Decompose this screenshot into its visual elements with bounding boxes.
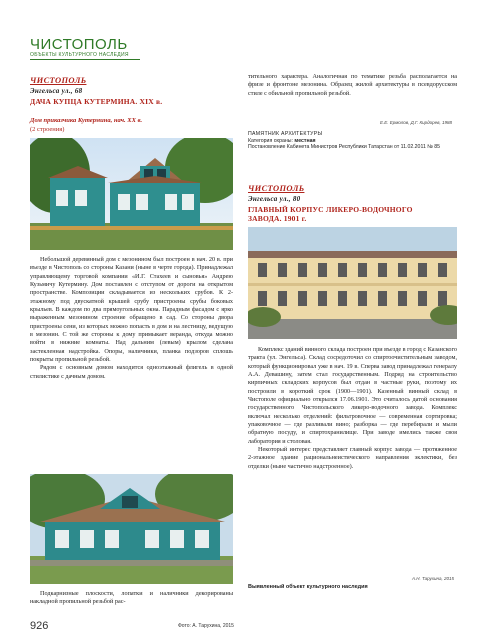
right-entry-paragraph: Комплекс зданий винного склада построен при въезде в город с Казанского тракта (ул. Энгельса). Склад сосредоточил со спиртоочистительным заводом, который функционировал уже в нач. 19 в. Сперва завод принадлежал генералу А.А. Девашину, затем стал государственным. Подряд на строительство кирпичных складских корпусов был отдан в частные руки, поэтому их построили в короткий срок (1900—1901). Казенный винный склад в Чистополе официально открылся 17.06.1901. Это считалось датой основания государственного Чистопольского ликеро-водочного завода. Комплекс включал несколько отделений: фильтровочное — современная сортировка; упаковочное — где разливали вино; разборка — где перебирали и мыли обратную посуду, и спиртохранилище. При заводе имелись также своя лаборатория и столовая.	[248, 346, 457, 445]
photo-fligel	[30, 474, 233, 584]
left-entry-subtitle-2: (2 строения)	[30, 126, 65, 133]
photo-credit: Фото: А. Тарухина, 2015	[178, 623, 234, 629]
page-number: 926	[30, 620, 49, 632]
header-rule	[30, 59, 140, 60]
decree-text: Постановление Кабинета Министров Республики Татарстан от 11.02.2011 № 85	[248, 144, 441, 151]
left-entry-subtitle: Дом приказчика Кутермина, нач. ХХ в.	[30, 117, 143, 124]
left-entry-paragraph: Небольшой деревянный дом с мезонином был построен в нач. 20 в. при въезде в Чистополь со стороны Казани (ныне в черте города). Принадлежал управляющему торговой компании «И.Г. Стахеев и сыновья» Андрею Кузьмичу Кутермину. Дом поставлен с отступом от дороги на открытом пространстве. Композиции складывается из нескольких срубов. К 2-этажному под двускатной крышей срубу пристроены срубы боковых крыльев. В каждом по два прямоугольных окна. Парадным фасадом с ярко выраженным мезонином строение обращено в сад. Со стороны двора пристроены сени, из которых можно попасть в дом и на лестницу, ведущую в мезонин. С той же стороны к дому примыкает веранда, откуда можно войти в нижние комнаты. Над дальним (левым) крылом сделана застекленная надстройка. Опоры, наличники, планка подзоров сплошь покрыты пропильной резьбой.	[30, 256, 233, 364]
left-entry-continued-text: тительного характера. Аналогичная по тематике резьба располагается на фризе и фронтоне мезонина. Образец жилой архитектуры в псевдорусском стиле с обильной пропильной резьбой.	[248, 73, 457, 97]
right-entry-city: ЧИСТОПОЛЬ	[248, 183, 305, 193]
protection-category	[248, 138, 457, 145]
left-entry-paragraph: Рядом с основным домом находится одноэтажный флигель в одной стилистике с дачным домом.	[30, 364, 233, 380]
right-entry-body	[248, 346, 457, 471]
protection-value: местная	[294, 137, 316, 144]
right-entry-author: А.Н. Тарухина, 2015	[412, 576, 455, 581]
left-entry-caption	[30, 590, 233, 607]
right-entry-street: Энгельса ул., 80	[248, 195, 301, 203]
left-entry-caption-text: Подкарнизные плоскости, лопатки и наличники декорированы накладной пропильной резьбой рас-	[30, 590, 233, 606]
right-entry-status: Выявленный объект культурного наследия	[248, 584, 368, 590]
right-entry-title-2: ЗАВОДА. 1901 г.	[248, 214, 307, 223]
photo-dacha	[30, 138, 233, 250]
left-entry-continued	[248, 73, 457, 98]
left-entry-body	[30, 256, 233, 381]
protection-label: Категория охраны:	[248, 137, 293, 144]
left-entry-title: ДАЧА КУПЦА КУТЕРМИНА. XIX в.	[30, 97, 163, 106]
section-subtitle: ОБЪЕКТЫ КУЛЬТУРНОГО НАСЛЕДИЯ	[30, 52, 129, 58]
left-entry-city: ЧИСТОПОЛЬ	[30, 75, 87, 85]
left-entry-author: Е.Е. Ермолов, Д.Г. Кирдорев, 1988	[380, 120, 453, 125]
section-title: ЧИСТОПОЛЬ	[30, 36, 128, 53]
monument-label: ПАМЯТНИК АРХИТЕКТУРЫ	[248, 131, 323, 137]
right-entry-paragraph: Некоторый интерес представляет главный корпус завода — протяженное 2-этажное здание рациональнеистического направления эклектики, без отделки (ныне частично надстроенное).	[248, 446, 457, 470]
left-entry-street: Энгельса ул., 68	[30, 87, 83, 95]
monument-meta	[248, 131, 457, 151]
photo-distillery	[248, 227, 457, 339]
right-entry-title: ГЛАВНЫЙ КОРПУС ЛИКЕРО-ВОДОЧНОГО	[248, 205, 413, 214]
